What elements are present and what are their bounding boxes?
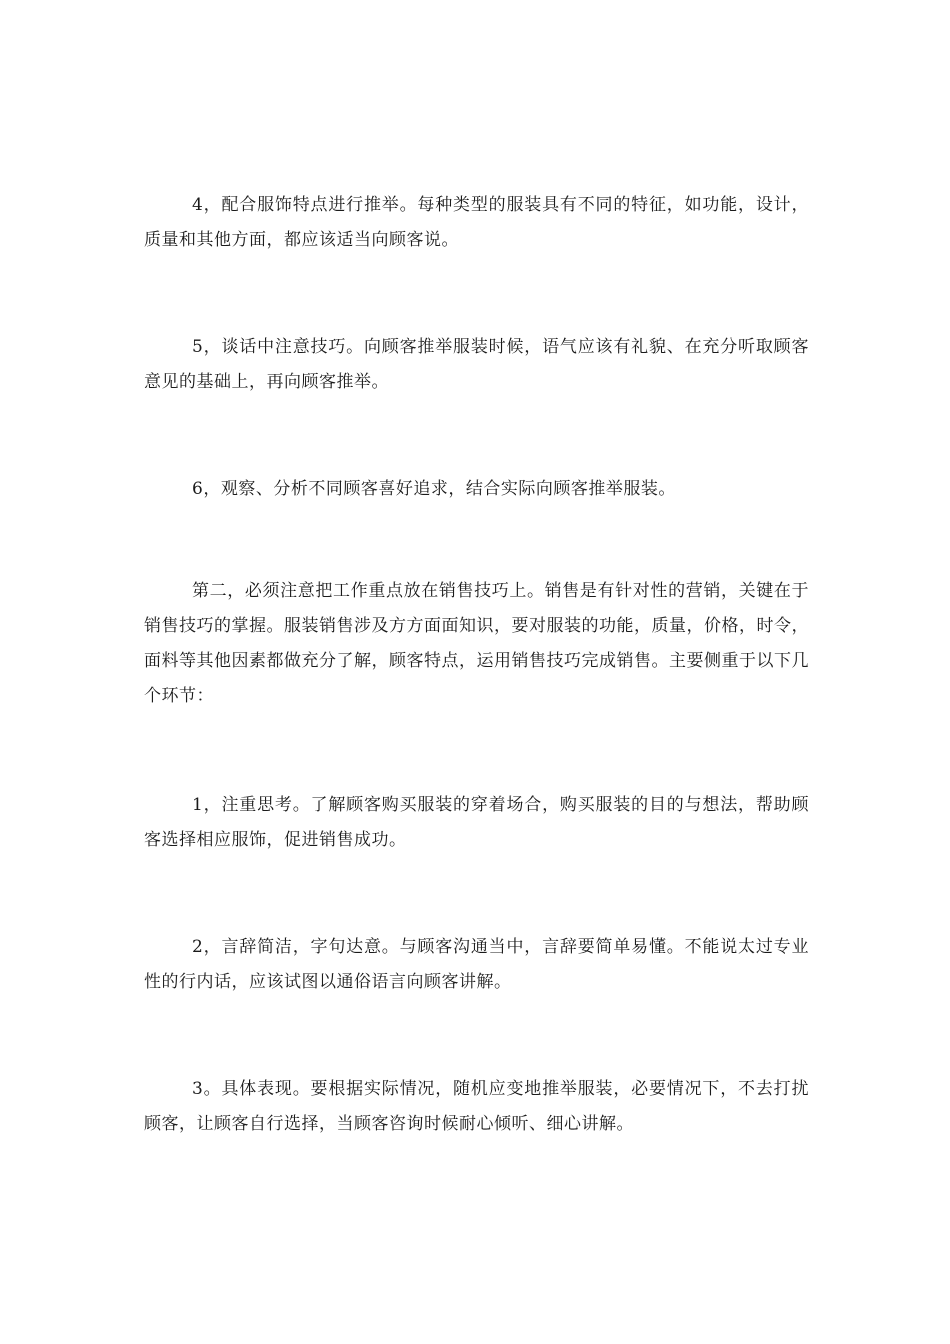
- paragraph-section-2: 第二，必须注意把工作重点放在销售技巧上。销售是有针对性的营销，关键在于销售技巧的掌握。服装销售涉及方方面面知识，要对服装的功能，质量，价格，时令，面料等其他因素都做充分了解，顾客特点，运用销售技巧完成销售。主要侧重于以下几个环节：: [144, 581, 809, 706]
- paragraph-item-1: 1，注重思考。了解顾客购买服装的穿着场合，购买服装的目的与想法，帮助顾客选择相应服饰，促进销售成功。: [144, 795, 809, 850]
- paragraph-item-3: 3。具体表现。要根据实际情况，随机应变地推举服装，必要情况下，不去打扰顾客，让顾客自行选择，当顾客咨询时候耐心倾听、细心讲解。: [144, 1079, 809, 1134]
- paragraph-item-6: 6，观察、分析不同顾客喜好追求，结合实际向顾客推举服装。: [192, 479, 676, 499]
- paragraph-item-2: 2，言辞简洁，字句达意。与顾客沟通当中，言辞要简单易懂。不能说太过专业性的行内话，应该试图以通俗语言向顾客讲解。: [144, 937, 809, 992]
- paragraph-item-4: 4，配合服饰特点进行推举。每种类型的服装具有不同的特征，如功能，设计，质量和其他方面，都应该适当向顾客说。: [144, 195, 809, 250]
- paragraph-item-5: 5，谈话中注意技巧。向顾客推举服装时候，语气应该有礼貌、在充分听取顾客意见的基础上，再向顾客推举。: [144, 337, 809, 392]
